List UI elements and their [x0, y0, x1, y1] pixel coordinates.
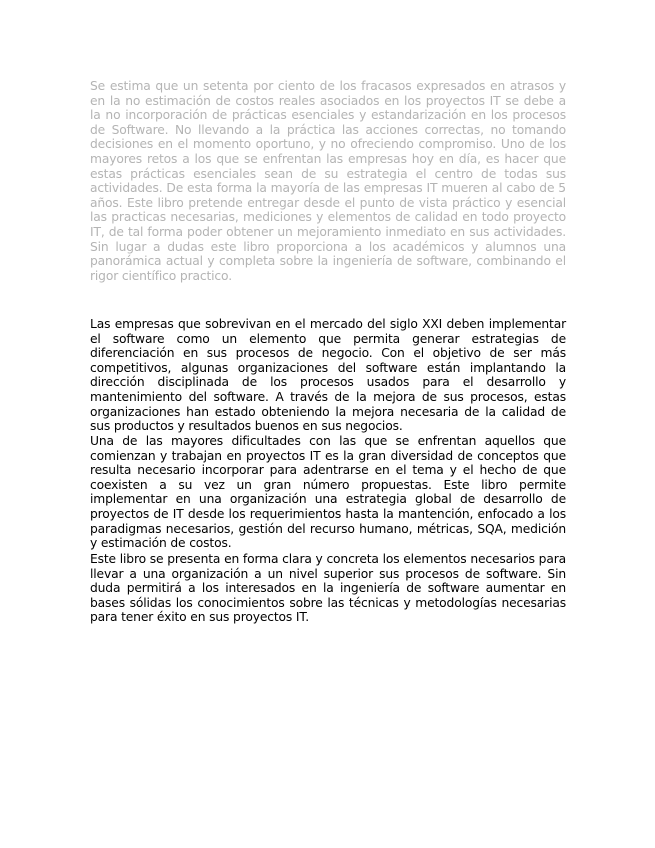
faded-intro-paragraph: Se estima que un setenta por ciento de los fracasos expresados en atrasos y en la no estimación de costos reales asociados en los proyectos IT se debe a la no incorporación de prácticas esenciales y estandarización en los procesos de Software. No llevando a la práctica las acciones correctas, no tomando decisiones en el momento oportuno, y no ofreciendo compromiso. Uno de los mayores retos a los que se enfrentan las empresas hoy en día, es hacer que estas prácticas esenciales sean de su estrategia el centro de todas sus actividades. De esta forma la mayoría de las empresas IT mueren al cabo de 5 años. Este libro pretende entregar desde el punto de vista práctico y esencial las practicas necesarias, mediciones y elementos de calidad en todo proyecto IT, de tal forma poder obtener un mejoramiento inmediato en sus actividades. Sin lugar a dudas este libro proporciona a los académicos y alumnos una panorámica actual y completa sobre la ingeniería de software, combinando el rigor científico practico.	[90, 79, 566, 283]
body-paragraph-2: Una de las mayores dificultades con las que se enfrentan aquellos que comienzan y trabajan en proyectos IT es la gran diversidad de conceptos que resulta necesario incorporar para adentrarse en el tema y el hecho de que coexisten a su vez un gran número propuestas. Este libro permite implementar en una organización una estrategia global de desarrollo de proyectos de IT desde los requerimientos hasta la mantención, enfocado a los paradigmas necesarios, gestión del recurso humano, métricas, SQA, medición y estimación de costos.	[90, 434, 566, 551]
body-paragraph-3: Este libro se presenta en forma clara y concreta los elementos necesarios para llevar a una organización a un nivel superior sus procesos de software. Sin duda permitirá a los interesados en la ingeniería de software aumentar en bases sólidas los conocimientos sobre las técnicas y metodologías necesarias para tener éxito en sus proyectos IT.	[90, 552, 566, 625]
body-paragraph-1: Las empresas que sobrevivan en el mercado del siglo XXI deben implementar el software como un elemento que permita generar estrategias de diferenciación en sus procesos de negocio. Con el objetivo de ser más competitivos, algunas organizaciones del software están implantando la dirección disciplinada de los procesos usados para el desarrollo y mantenimiento del software. A través de la mejora de sus procesos, estas organizaciones han estado obteniendo la mejora necesaria de la calidad de sus productos y resultados buenos en sus negocios.	[90, 317, 566, 434]
